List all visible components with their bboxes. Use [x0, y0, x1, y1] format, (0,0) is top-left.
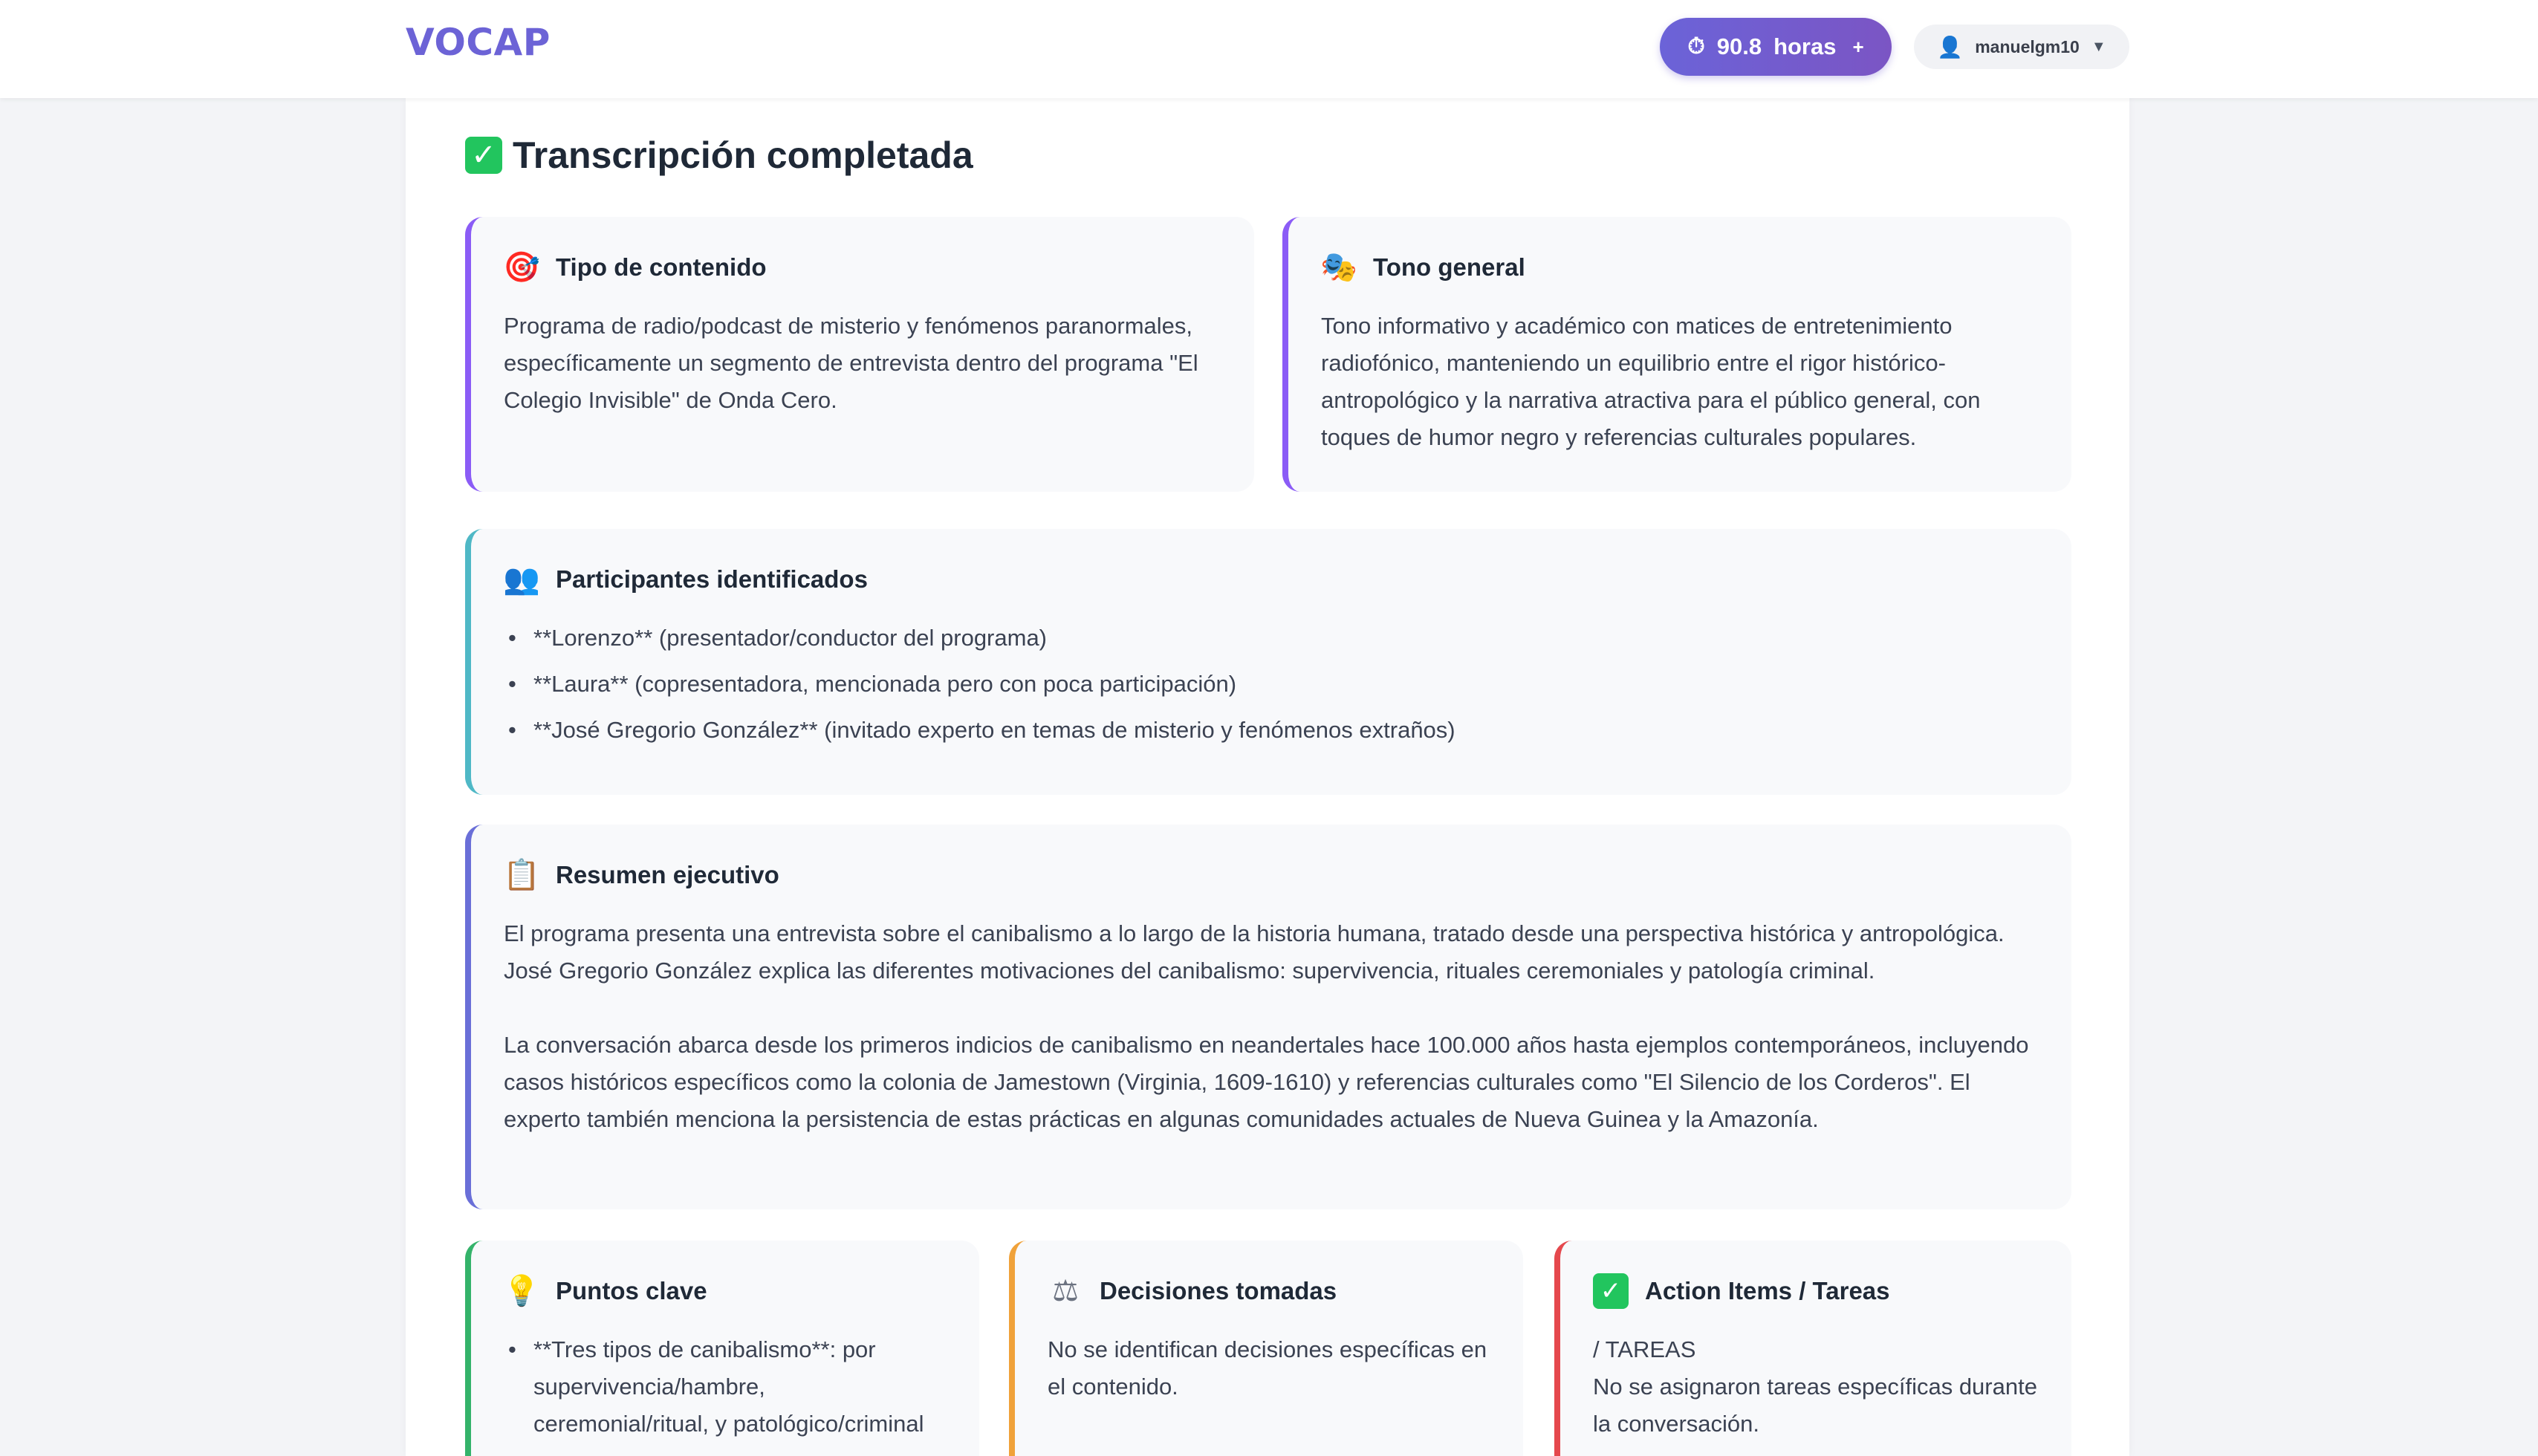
target-icon: 🎯: [503, 251, 540, 284]
participants-list: [504, 620, 2039, 749]
card-title: Tono general: [1373, 253, 1525, 281]
hours-unit: horas: [1773, 33, 1837, 59]
card-text: No se asignaron tareas específicas durante la conversación.: [1593, 1374, 2037, 1437]
list-item: • **Lorenzo** (presentador/conductor del programa): [504, 620, 2039, 657]
card-title: Decisiones tomadas: [1100, 1277, 1337, 1304]
chevron-down-icon: ▼: [2091, 38, 2106, 55]
card-title: Tipo de contenido: [556, 253, 767, 281]
clipboard-icon: 📋: [503, 859, 540, 891]
key-points-list: [504, 1331, 947, 1443]
people-icon: 👥: [503, 563, 540, 596]
card-text-heading: / TAREAS: [1593, 1336, 1696, 1362]
card-title: Participantes identificados: [556, 565, 868, 593]
user-avatar-icon: 👤: [1937, 35, 1964, 59]
card-text: Tono informativo y académico con matices de entretenimiento radiofónico, manteniendo un equilibrio entre el rigor histórico-antropológico y la narrativa atractiva para el público general, con toques de humor negro y referencias culturales populares.: [1321, 313, 1981, 450]
card-title: Resumen ejecutivo: [556, 861, 779, 888]
card-title: Puntos clave: [556, 1277, 707, 1304]
card-puntos-clave: [465, 1241, 979, 1456]
card-action-items: [1554, 1241, 2071, 1456]
card-text: Programa de radio/podcast de misterio y fenómenos paranormales, específicamente un segmento de entrevista dentro del programa "El Colegio Invisible" de Onda Cero.: [504, 313, 1198, 413]
plus-icon: +: [1852, 35, 1864, 58]
theater-masks-icon: 🎭: [1320, 251, 1357, 284]
card-decisiones: [1009, 1241, 1523, 1456]
lightbulb-icon: 💡: [503, 1275, 540, 1307]
list-item: • **Laura** (copresentadora, mencionada pero con poca participación): [504, 666, 2039, 703]
hours-balance-button[interactable]: [1660, 18, 1892, 76]
card-text: No se identifican decisiones específicas en el contenido.: [1048, 1336, 1487, 1400]
list-item: • **Tres tipos de canibalismo**: por supervivencia/hambre, ceremonial/ritual, y patológico/criminal: [504, 1331, 947, 1443]
card-tipo-contenido: [465, 217, 1254, 492]
list-item: • **José Gregorio González** (invitado experto en temas de misterio y fenómenos extraños): [504, 712, 2039, 749]
hours-value: 90.8: [1716, 33, 1762, 59]
card-title: Action Items / Tareas: [1645, 1277, 1890, 1304]
username: manuelgm10: [1975, 36, 2080, 56]
check-icon: ✓: [465, 137, 502, 174]
stopwatch-icon: ⏱: [1687, 34, 1705, 59]
check-icon: ✓: [1593, 1273, 1629, 1309]
card-participantes: [465, 529, 2071, 795]
balance-scale-icon: ⚖: [1052, 1275, 1079, 1307]
user-menu-button[interactable]: [1914, 25, 2129, 69]
main-panel: [406, 98, 2129, 1456]
top-navbar: [0, 0, 2538, 98]
summary-paragraph-1: El programa presenta una entrevista sobre el canibalismo a lo largo de la historia humana, tratado desde una perspectiva histórica y antropológica. José Gregorio González explica las diferentes motivaciones del canibalismo: supervivencia, rituales ceremoniales y patología criminal.: [504, 920, 2005, 984]
card-tono-general: [1282, 217, 2071, 492]
app-logo[interactable]: VOCAP: [406, 21, 551, 64]
page-title: [465, 134, 973, 177]
card-resumen-ejecutivo: [465, 825, 2071, 1209]
page-title-text: Transcripción completada: [513, 134, 973, 176]
summary-paragraph-2: La conversación abarca desde los primeros indicios de canibalismo en neandertales hace 100.000 años hasta ejemplos contemporáneos, incluyendo casos históricos específicos como la colonia de Jamestown (Virginia, 1609-1610) y referencias culturales como "El Silencio de los Corderos". El experto también menciona la persistencia de estas prácticas en algunas comunidades actuales de Nueva Guinea y la Amazonía.: [504, 1032, 2029, 1132]
